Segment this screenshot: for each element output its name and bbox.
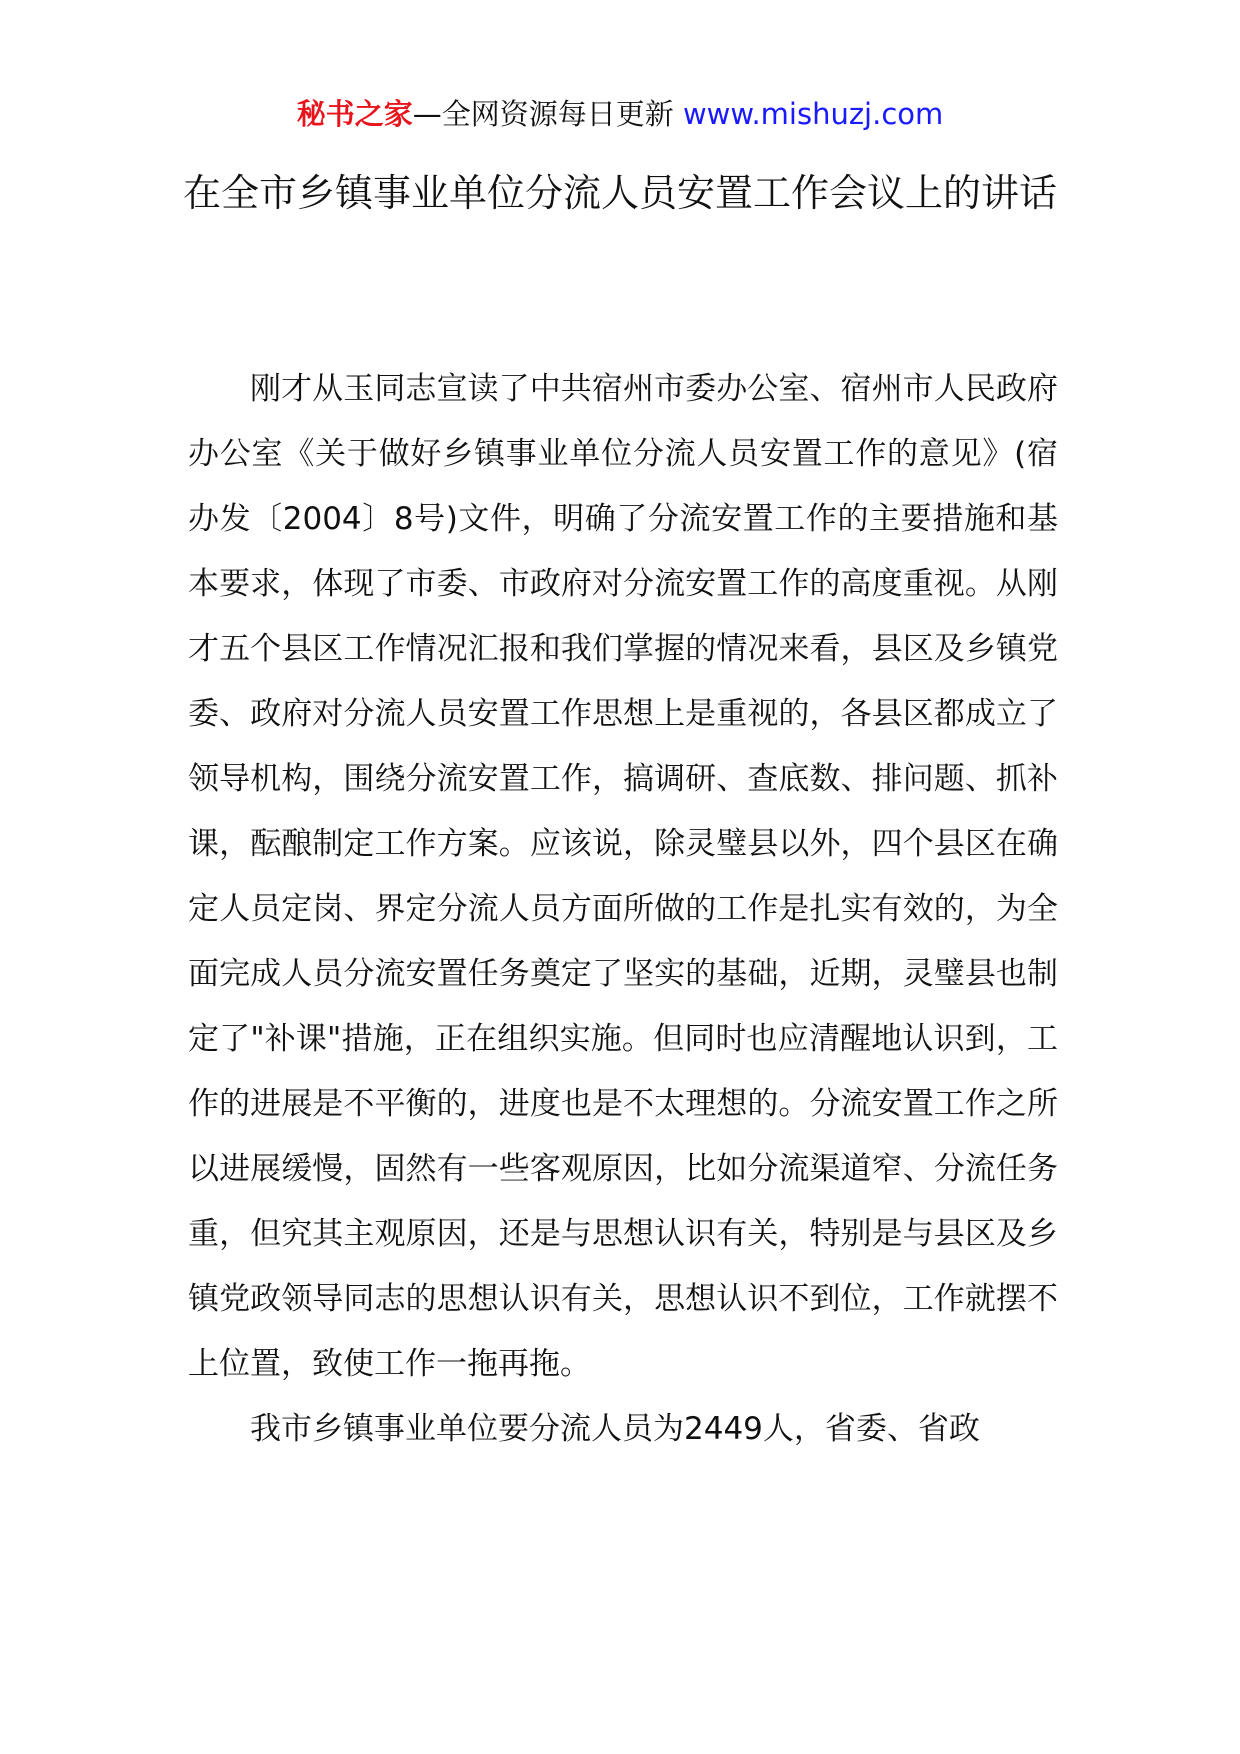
document-title: 在全市乡镇事业单位分流人员安置工作会议上的讲话: [182, 171, 1057, 215]
paragraph-2: 我市乡镇事业单位要分流人员为2449人，省委、省政: [250, 1411, 980, 1447]
site-brand: 秘书之家: [296, 97, 413, 131]
site-url-link[interactable]: www.mishuzj.com: [682, 97, 944, 131]
site-tagline: —全网资源每日更新: [412, 97, 683, 131]
document-body: [188, 357, 1058, 1462]
paragraph-1: 刚才从玉同志宣读了中共宿州市委办公室、宿州市人民政府办公室《关于做好乡镇事业单位分流人员安置工作的意见》(宿办发〔2004〕8号)文件，明确了分流安置工作的主要措施和基本要求，体现了市委、市政府对分流安置工作的高度重视。从刚才五个县区工作情况汇报和我们掌握的情况来看，县区及乡镇党委、政府对分流人员安置工作思想上是重视的，各县区都成立了领导机构，围绕分流安置工作，搞调研、查底数、排问题、抓补课，酝酿制定工作方案。应该说，除灵璧县以外，四个县区在确定人员定岗、界定分流人员方面所做的工作是扎实有效的，为全面完成人员分流安置任务奠定了坚实的基础，近期，灵璧县也制定了"补课"措施，正在组织实施。但同时也应清醒地认识到，工作的进展是不平衡的，进度也是不太理想的。分流安置工作之所以进展缓慢，固然有一些客观原因，比如分流渠道窄、分流任务重，但究其主观原因，还是与思想认识有关，特别是与县区及乡镇党政领导同志的思想认识有关，思想认识不到位，工作就摆不上位置，致使工作一拖再拖。: [188, 371, 1058, 1382]
site-header: [0, 94, 1240, 134]
